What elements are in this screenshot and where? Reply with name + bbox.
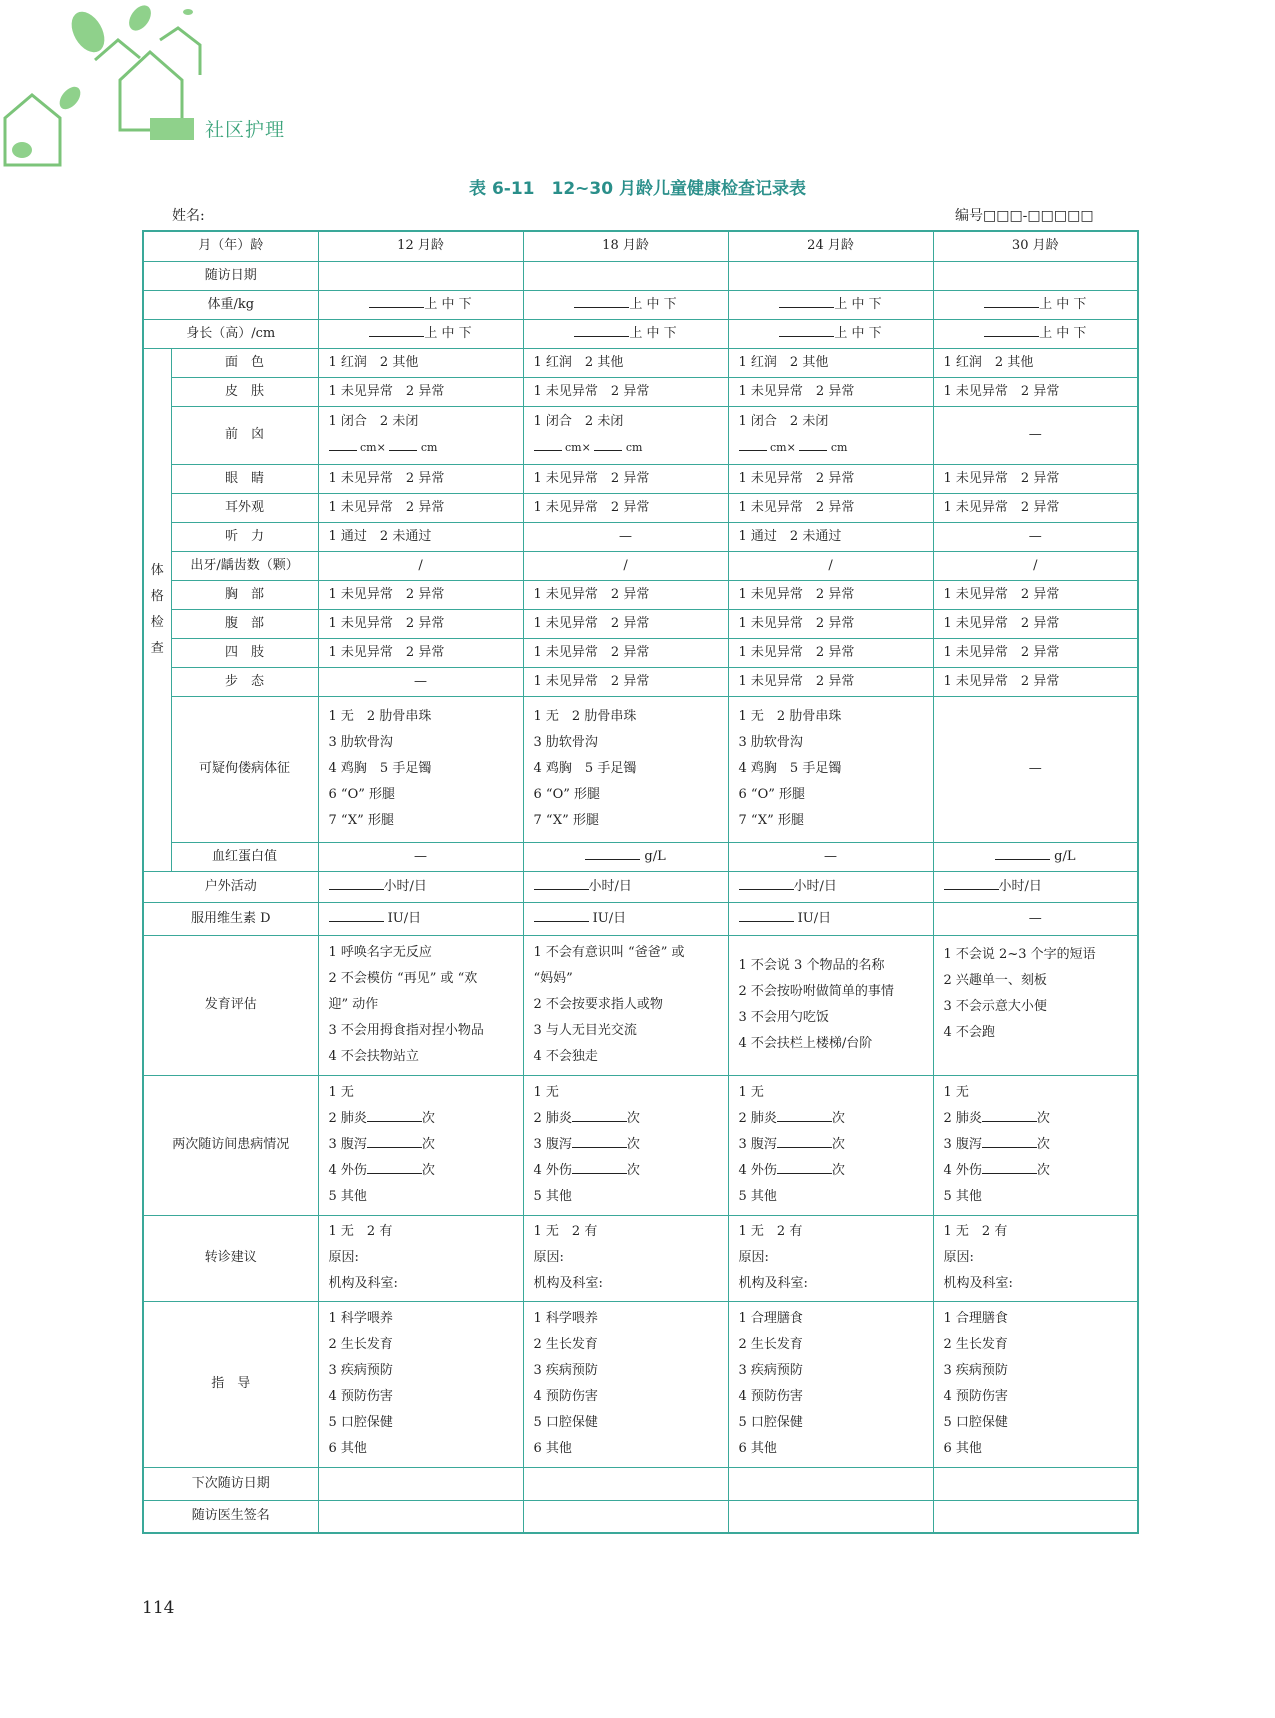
visit-date-cell[interactable]: [933, 261, 1138, 290]
ear-cell[interactable]: 1 未见异常 2 异常: [523, 493, 728, 522]
eyes-cell[interactable]: 1 未见异常 2 异常: [933, 464, 1138, 493]
abdomen-cell[interactable]: 1 未见异常 2 异常: [933, 609, 1138, 638]
visit-date-cell[interactable]: [523, 261, 728, 290]
row-limbs: [143, 638, 1138, 667]
row-height: [143, 319, 1138, 348]
next-visit-cell[interactable]: [728, 1467, 933, 1500]
row-label: 发育评估: [143, 935, 318, 1075]
column-header: 12 月龄: [318, 231, 523, 261]
row-doctor-sign: [143, 1500, 1138, 1533]
row-label: 指 导: [143, 1301, 318, 1467]
teeth-cell[interactable]: /: [933, 551, 1138, 580]
ear-cell[interactable]: 1 未见异常 2 异常: [318, 493, 523, 522]
chest-cell[interactable]: 1 未见异常 2 异常: [933, 580, 1138, 609]
gait-cell: —: [318, 667, 523, 696]
row-label: 随访日期: [143, 261, 318, 290]
chest-cell[interactable]: 1 未见异常 2 异常: [318, 580, 523, 609]
fontanel-cell[interactable]: 1 闭合 2 未闭 cm× cm: [318, 406, 523, 464]
row-outdoor: [143, 871, 1138, 902]
guidance-cell[interactable]: 1 合理膳食 2 生长发育 3 疾病预防 4 预防伤害 5 口腔保健 6 其他: [728, 1301, 933, 1467]
illness-cell[interactable]: 1 无 2 肺炎 次 3 腹泻 次 4 外伤 次 5 其他: [318, 1075, 523, 1215]
physical-exam-label: 体 格 检 查: [143, 348, 171, 871]
name-label: 姓名:: [172, 208, 205, 224]
code-label: 编号□□□-□□□□□: [955, 208, 1094, 224]
illness-cell[interactable]: 1 无 2 肺炎 次 3 腹泻 次 4 外伤 次 5 其他: [933, 1075, 1138, 1215]
development-cell[interactable]: 1 不会说 2~3 个字的短语 2 兴趣单一、刻板 3 不会示意大小便 4 不会跑: [933, 935, 1138, 1075]
row-ear: [143, 493, 1138, 522]
row-label: 转诊建议: [143, 1215, 318, 1301]
row-label: 服用维生素 D: [143, 902, 318, 935]
doctor-sign-cell[interactable]: [318, 1500, 523, 1533]
outdoor-cell[interactable]: 小时/日: [523, 871, 728, 902]
gait-cell[interactable]: 1 未见异常 2 异常: [523, 667, 728, 696]
column-header: 18 月龄: [523, 231, 728, 261]
doctor-sign-cell[interactable]: [933, 1500, 1138, 1533]
outdoor-cell[interactable]: 小时/日: [728, 871, 933, 902]
row-gait: [143, 667, 1138, 696]
level-options: 上 中 下: [1039, 325, 1087, 341]
level-options: 上 中 下: [834, 296, 882, 312]
illness-cell[interactable]: 1 无 2 肺炎 次 3 腹泻 次 4 外伤 次 5 其他: [523, 1075, 728, 1215]
teeth-cell[interactable]: /: [728, 551, 933, 580]
visit-date-cell[interactable]: [728, 261, 933, 290]
skin-cell[interactable]: 1 未见异常 2 异常: [728, 377, 933, 406]
vitamin-d-cell[interactable]: IU/日: [523, 902, 728, 935]
hearing-cell: —: [523, 522, 728, 551]
ear-cell[interactable]: 1 未见异常 2 异常: [728, 493, 933, 522]
teeth-cell[interactable]: /: [318, 551, 523, 580]
limbs-cell[interactable]: 1 未见异常 2 异常: [933, 638, 1138, 667]
hemoglobin-cell: —: [318, 842, 523, 871]
rickets-cell[interactable]: 1 无 2 肋骨串珠 3 肋软骨沟 4 鸡胸 5 手足镯 6 “O” 形腿 7 “X” 形腿: [728, 696, 933, 842]
vitamin-d-cell[interactable]: IU/日: [318, 902, 523, 935]
row-guidance: [143, 1301, 1138, 1467]
row-label: 皮 肤: [171, 377, 318, 406]
hearing-cell: —: [933, 522, 1138, 551]
hearing-cell[interactable]: 1 通过 2 未通过: [728, 522, 933, 551]
weight-cell[interactable]: [523, 290, 728, 319]
gait-cell[interactable]: 1 未见异常 2 异常: [728, 667, 933, 696]
weight-cell[interactable]: [318, 290, 523, 319]
referral-cell[interactable]: 1 无 2 有 原因: 机构及科室:: [318, 1215, 523, 1301]
level-options: 上 中 下: [629, 296, 677, 312]
vitamin-d-cell[interactable]: IU/日: [728, 902, 933, 935]
level-options: 上 中 下: [424, 296, 472, 312]
table-title: 表 6-11 12~30 月龄儿童健康检查记录表: [469, 179, 806, 199]
fontanel-cell: —: [933, 406, 1138, 464]
rickets-cell[interactable]: 1 无 2 肋骨串珠 3 肋软骨沟 4 鸡胸 5 手足镯 6 “O” 形腿 7 “X” 形腿: [318, 696, 523, 842]
level-options: 上 中 下: [834, 325, 882, 341]
development-cell[interactable]: 1 不会有意识叫 “爸爸” 或 “妈妈” 2 不会按要求指人或物 3 与人无目光交流 4 不会独走: [523, 935, 728, 1075]
limbs-cell[interactable]: 1 未见异常 2 异常: [728, 638, 933, 667]
face-cell[interactable]: 1 红润 2 其他: [728, 348, 933, 377]
row-hemoglobin: [143, 842, 1138, 871]
row-rickets: [143, 696, 1138, 842]
gait-cell[interactable]: 1 未见异常 2 异常: [933, 667, 1138, 696]
eyes-cell[interactable]: 1 未见异常 2 异常: [523, 464, 728, 493]
chest-cell[interactable]: 1 未见异常 2 异常: [728, 580, 933, 609]
referral-cell[interactable]: 1 无 2 有 原因: 机构及科室:: [728, 1215, 933, 1301]
health-check-table: [142, 230, 1139, 1534]
height-cell[interactable]: [318, 319, 523, 348]
header-bar: [150, 118, 194, 140]
row-label: 眼 睛: [171, 464, 318, 493]
row-chest: [143, 580, 1138, 609]
outdoor-cell[interactable]: 小时/日: [318, 871, 523, 902]
row-label: 户外活动: [143, 871, 318, 902]
column-header: 30 月龄: [933, 231, 1138, 261]
doctor-sign-cell[interactable]: [523, 1500, 728, 1533]
referral-cell[interactable]: 1 无 2 有 原因: 机构及科室:: [933, 1215, 1138, 1301]
row-label: 步 态: [171, 667, 318, 696]
row-label: 出牙/龋齿数（颗）: [171, 551, 318, 580]
weight-cell[interactable]: [933, 290, 1138, 319]
row-label: 耳外观: [171, 493, 318, 522]
development-cell[interactable]: 1 呼唤名字无反应 2 不会模仿 “再见” 或 “欢 迎” 动作 3 不会用拇食指对捏小物品 4 不会扶物站立: [318, 935, 523, 1075]
row-skin: [143, 377, 1138, 406]
level-options: 上 中 下: [629, 325, 677, 341]
skin-cell[interactable]: 1 未见异常 2 异常: [523, 377, 728, 406]
limbs-cell[interactable]: 1 未见异常 2 异常: [318, 638, 523, 667]
row-label: 听 力: [171, 522, 318, 551]
row-development: [143, 935, 1138, 1075]
face-cell[interactable]: 1 红润 2 其他: [523, 348, 728, 377]
house-leaf-logo: [0, 0, 210, 170]
abdomen-cell[interactable]: 1 未见异常 2 异常: [728, 609, 933, 638]
height-cell[interactable]: [523, 319, 728, 348]
chest-cell[interactable]: 1 未见异常 2 异常: [523, 580, 728, 609]
row-label: 可疑佝偻病体征: [171, 696, 318, 842]
row-visit-date: [143, 261, 1138, 290]
next-visit-cell[interactable]: [933, 1467, 1138, 1500]
row-label: 面 色: [171, 348, 318, 377]
height-cell[interactable]: [933, 319, 1138, 348]
row-referral: [143, 1215, 1138, 1301]
ear-cell[interactable]: 1 未见异常 2 异常: [933, 493, 1138, 522]
teeth-cell[interactable]: /: [523, 551, 728, 580]
row-label: 两次随访间患病情况: [143, 1075, 318, 1215]
referral-cell[interactable]: 1 无 2 有 原因: 机构及科室:: [523, 1215, 728, 1301]
guidance-cell[interactable]: 1 合理膳食 2 生长发育 3 疾病预防 4 预防伤害 5 口腔保健 6 其他: [933, 1301, 1138, 1467]
row-weight: [143, 290, 1138, 319]
guidance-cell[interactable]: 1 科学喂养 2 生长发育 3 疾病预防 4 预防伤害 5 口腔保健 6 其他: [318, 1301, 523, 1467]
row-label: 随访医生签名: [143, 1500, 318, 1533]
hemoglobin-cell: —: [728, 842, 933, 871]
doctor-sign-cell[interactable]: [728, 1500, 933, 1533]
hemoglobin-cell[interactable]: g/L: [933, 842, 1138, 871]
skin-cell[interactable]: 1 未见异常 2 异常: [933, 377, 1138, 406]
row-fontanel: [143, 406, 1138, 464]
hemoglobin-cell[interactable]: g/L: [523, 842, 728, 871]
eyes-cell[interactable]: 1 未见异常 2 异常: [728, 464, 933, 493]
column-header: 24 月龄: [728, 231, 933, 261]
row-next-visit: [143, 1467, 1138, 1500]
row-label: 体重/kg: [143, 290, 318, 319]
face-cell[interactable]: 1 红润 2 其他: [933, 348, 1138, 377]
abdomen-cell[interactable]: 1 未见异常 2 异常: [523, 609, 728, 638]
row-label: 下次随访日期: [143, 1467, 318, 1500]
row-label: 四 肢: [171, 638, 318, 667]
row-label: 腹 部: [171, 609, 318, 638]
fontanel-cell[interactable]: 1 闭合 2 未闭 cm× cm: [523, 406, 728, 464]
next-visit-cell[interactable]: [523, 1467, 728, 1500]
row-abdomen: [143, 609, 1138, 638]
next-visit-cell[interactable]: [318, 1467, 523, 1500]
development-cell[interactable]: 1 不会说 3 个物品的名称 2 不会按吩咐做简单的事情 3 不会用勺吃饭 4 不会扶栏上楼梯/台阶: [728, 935, 933, 1075]
rickets-cell[interactable]: 1 无 2 肋骨串珠 3 肋软骨沟 4 鸡胸 5 手足镯 6 “O” 形腿 7 “X” 形腿: [523, 696, 728, 842]
limbs-cell[interactable]: 1 未见异常 2 异常: [523, 638, 728, 667]
skin-cell[interactable]: 1 未见异常 2 异常: [318, 377, 523, 406]
row-label: 身长（高）/cm: [143, 319, 318, 348]
column-header: 月（年）龄: [143, 231, 318, 261]
rickets-cell: —: [933, 696, 1138, 842]
table-header-row: [143, 231, 1138, 261]
weight-cell[interactable]: [728, 290, 933, 319]
height-cell[interactable]: [728, 319, 933, 348]
outdoor-cell[interactable]: 小时/日: [933, 871, 1138, 902]
row-eyes: [143, 464, 1138, 493]
guidance-cell[interactable]: 1 科学喂养 2 生长发育 3 疾病预防 4 预防伤害 5 口腔保健 6 其他: [523, 1301, 728, 1467]
abdomen-cell[interactable]: 1 未见异常 2 异常: [318, 609, 523, 638]
row-face: [143, 348, 1138, 377]
row-label: 胸 部: [171, 580, 318, 609]
illness-cell[interactable]: 1 无 2 肺炎 次 3 腹泻 次 4 外伤 次 5 其他: [728, 1075, 933, 1215]
hearing-cell[interactable]: 1 通过 2 未通过: [318, 522, 523, 551]
eyes-cell[interactable]: 1 未见异常 2 异常: [318, 464, 523, 493]
visit-date-cell[interactable]: [318, 261, 523, 290]
row-vitamin-d: [143, 902, 1138, 935]
vitamin-d-cell: —: [933, 902, 1138, 935]
row-hearing: [143, 522, 1138, 551]
row-label: 血红蛋白值: [171, 842, 318, 871]
level-options: 上 中 下: [424, 325, 472, 341]
fontanel-cell[interactable]: 1 闭合 2 未闭 cm× cm: [728, 406, 933, 464]
row-illness: [143, 1075, 1138, 1215]
section-title: 社区护理: [205, 119, 286, 141]
row-teeth: [143, 551, 1138, 580]
level-options: 上 中 下: [1039, 296, 1087, 312]
face-cell[interactable]: 1 红润 2 其他: [318, 348, 523, 377]
page-number: 114: [142, 1598, 175, 1618]
row-label: 前 囟: [171, 406, 318, 464]
